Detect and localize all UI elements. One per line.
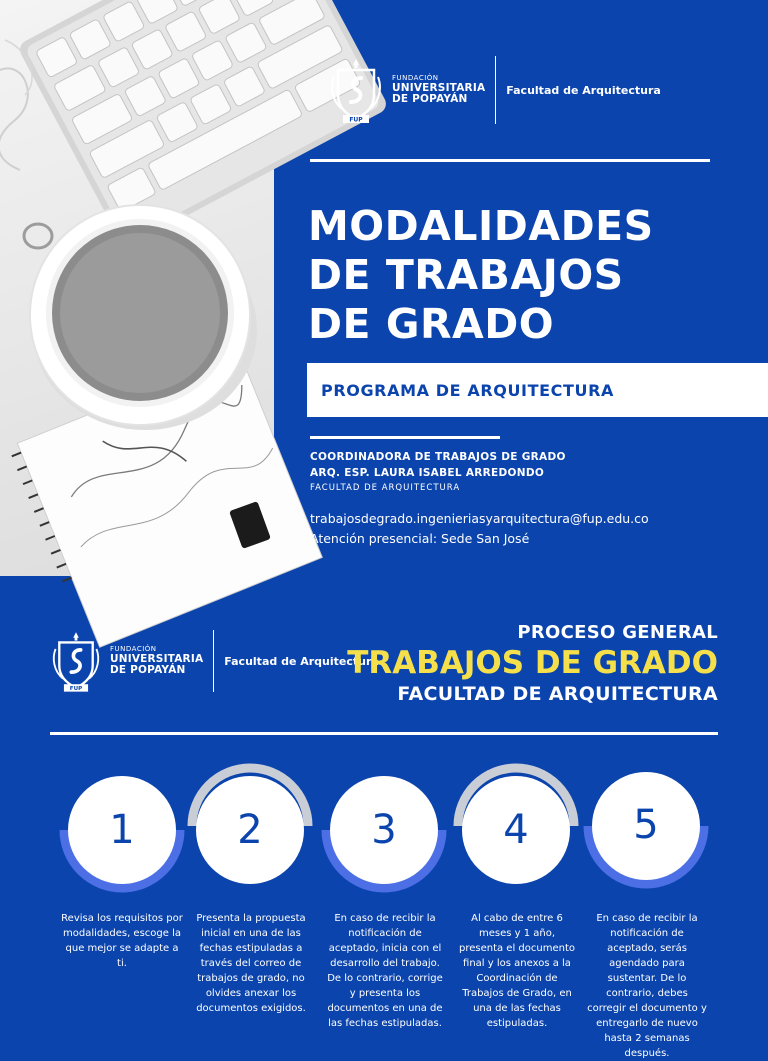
logo-line-1: FUNDACIÓN bbox=[110, 645, 157, 654]
process-line-1: PROCESO GENERAL bbox=[517, 622, 718, 643]
logo-line-2: UNIVERSITARIA bbox=[110, 652, 204, 665]
coordinator-divider bbox=[310, 436, 500, 439]
step-description-3: En caso de recibir la notificación de aceptado, inicia con el desarrollo del trabajo. De lo contrario, corrige y presenta los documentos en una de las fechas estipuladas. bbox=[327, 913, 443, 1029]
title-line-1: MODALIDADES bbox=[308, 202, 654, 250]
logo-line-3: DE POPAYÁN bbox=[392, 92, 468, 105]
crest-letters: FUP bbox=[69, 686, 83, 693]
top-divider bbox=[310, 159, 710, 162]
bottom-divider bbox=[50, 732, 718, 735]
step-description-4: Al cabo de entre 6 meses y 1 año, presenta el documento final y los anexos a la Coordinación de Trabajos de Grado, en una de las fechas estipuladas. bbox=[458, 913, 575, 1029]
university-crest-icon bbox=[50, 630, 102, 692]
logo-line-1: FUNDACIÓN bbox=[392, 74, 439, 83]
hero-photo bbox=[0, 0, 274, 576]
step-description-1: Revisa los requisitos por modalidades, escoge la que mejor se adapte a ti. bbox=[61, 913, 183, 969]
process-line-2: TRABAJOS DE GRADO bbox=[347, 645, 718, 681]
university-name bbox=[110, 646, 203, 675]
logo-divider bbox=[495, 56, 496, 124]
logo-faculty: Facultad de Arquitectura bbox=[224, 654, 379, 668]
university-logo-top bbox=[328, 56, 661, 124]
step-number-2: 2 bbox=[237, 807, 263, 853]
crest-letters: FUP bbox=[349, 116, 363, 124]
desk-illustration bbox=[0, 0, 274, 576]
title-line-3: DE GRADO bbox=[308, 300, 555, 348]
step-number-3: 3 bbox=[371, 807, 397, 853]
step-description-2: Presenta la propuesta inicial en una de las fechas estipuladas a través del correo de trabajos de grado, no olvides anexar los documentos exigidos. bbox=[196, 913, 306, 1014]
program-band bbox=[307, 363, 768, 417]
logo-line-2: UNIVERSITARIA bbox=[392, 81, 486, 94]
step-number-5: 5 bbox=[633, 802, 659, 848]
coordinator-role: COORDINADORA DE TRABAJOS DE GRADO bbox=[310, 451, 566, 463]
step-description-5: En caso de recibir la notificación de aceptado, serás agendado para sustentar. De lo contrario, debes corregir el documento y entregarlo de nuevo hasta 2 semanas después. bbox=[587, 913, 707, 1059]
process-line-3: FACULTAD DE ARQUITECTURA bbox=[397, 683, 718, 705]
contact-block bbox=[310, 509, 649, 549]
step-number-1: 1 bbox=[109, 807, 135, 853]
step-number-4: 4 bbox=[503, 807, 529, 853]
university-logo-bottom bbox=[50, 630, 379, 692]
contact-attention: Atención presencial: Sede San José bbox=[310, 531, 530, 546]
contact-email[interactable]: trabajosdegrado.ingenieriasyarquitectura@fup.edu.co bbox=[310, 511, 649, 526]
coordinator-faculty: FACULTAD DE ARQUITECTURA bbox=[310, 483, 461, 493]
university-name bbox=[392, 75, 485, 104]
coordinator-block bbox=[310, 449, 566, 493]
logo-line-3: DE POPAYÁN bbox=[110, 663, 186, 676]
title-line-2: DE TRABAJOS bbox=[308, 251, 624, 299]
logo-faculty: Facultad de Arquitectura bbox=[506, 83, 661, 97]
process-heading bbox=[347, 622, 718, 705]
coordinator-name: ARQ. ESP. LAURA ISABEL ARREDONDO bbox=[310, 467, 545, 479]
program-name: PROGRAMA DE ARQUITECTURA bbox=[321, 380, 614, 400]
logo-divider bbox=[213, 630, 214, 692]
page-title bbox=[308, 202, 748, 349]
university-crest-icon bbox=[328, 57, 384, 123]
